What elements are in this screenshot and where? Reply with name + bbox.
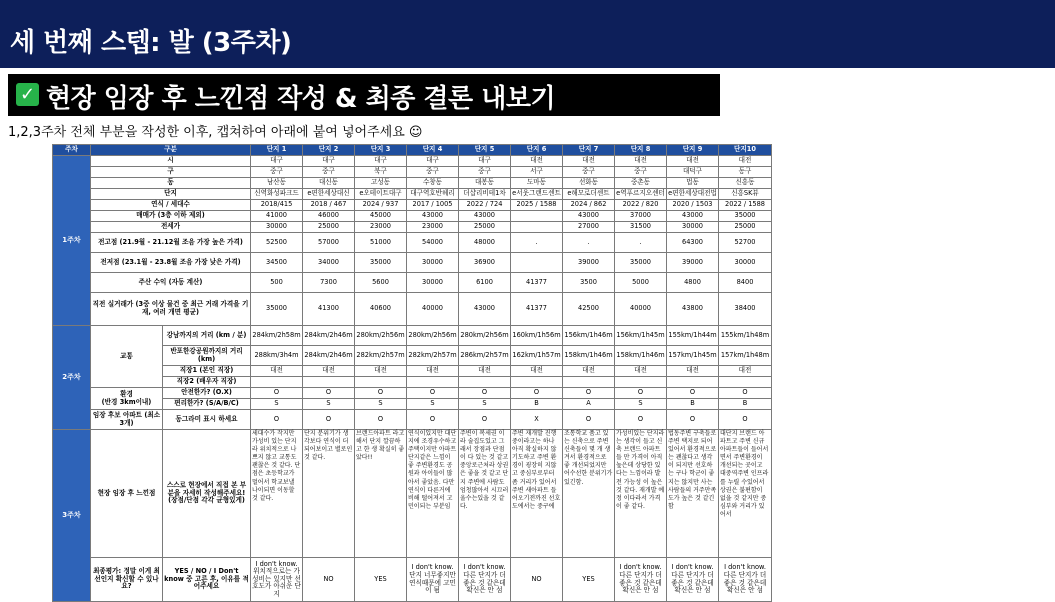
table-cell: 2025 / 1588 (511, 200, 563, 211)
table-cell (511, 222, 563, 233)
table-cell: O (719, 410, 772, 430)
table-cell (407, 377, 459, 388)
table-cell: 23000 (407, 222, 459, 233)
row-label: 동 (91, 178, 251, 189)
table-cell: 대구 (355, 156, 407, 167)
table-cell (615, 377, 667, 388)
table-cell: 64300 (667, 233, 719, 253)
table-cell: 대전 (615, 156, 667, 167)
table-cell: 288km/3h4m (251, 346, 303, 366)
row-label: 구 (91, 167, 251, 178)
table-cell (303, 377, 355, 388)
table-cell: 2024 / 937 (355, 200, 407, 211)
table-cell: 51000 (355, 233, 407, 253)
table-cell: 신흥동 (719, 178, 772, 189)
table-row (53, 233, 772, 253)
table-cell: 36900 (459, 253, 511, 273)
final-cell: I don't know. 다른 단지가 더 좋은 것 같은데 확신은 안 섬 (667, 558, 719, 602)
complex-header: 단지 5 (459, 145, 511, 156)
table-cell: 43000 (459, 293, 511, 326)
impression-cell: 연식이있지만 대단지에 조경우수하고 주택이지만 아파트 단지같은 느낌이 좋 주변환경도 공원과 아이들이 많아서 좋았음. 다만 연식이 다른거에 비해 떨어져서 고민이되는 부분임 (407, 430, 459, 558)
table-cell: 중구 (615, 167, 667, 178)
item-header: 구분 (91, 145, 251, 156)
table-cell: 대전 (563, 366, 615, 377)
group-label (91, 388, 163, 410)
table-cell: 대전 (355, 366, 407, 377)
complex-header: 단지 1 (251, 145, 303, 156)
table-cell: O (355, 388, 407, 399)
impression-cell: 대단지 브랜드 아파트고 주변 신규아파트들이 들어서면서 주변환경이 개선되는 곳이고 대중역주변 인프라를 누릴 수있어서 상권은 불편함이 없을 것 같지만 중심부와 거리가 있어서 (719, 430, 772, 558)
table-cell: 45000 (355, 211, 407, 222)
table-cell: 156km/1h45m (615, 326, 667, 346)
table-cell: O (459, 388, 511, 399)
row-label: 연식 / 세대수 (91, 200, 251, 211)
table-cell: 43000 (563, 211, 615, 222)
table-cell: 대전 (667, 366, 719, 377)
table-cell (459, 377, 511, 388)
table-cell: . (511, 233, 563, 253)
table-row (53, 388, 772, 399)
table-cell: 대구 (303, 156, 355, 167)
row-label: 안전한가? (O.X) (163, 388, 251, 399)
table-cell: 23000 (355, 222, 407, 233)
table-cell: 286km/2h57m (459, 346, 511, 366)
group-label: 교통 (91, 326, 163, 388)
table-row (53, 167, 772, 178)
table-cell: O (459, 410, 511, 430)
week-label: 3주차 (53, 430, 91, 602)
table-cell: 48000 (459, 233, 511, 253)
table-cell: 41000 (251, 211, 303, 222)
table-cell: X (511, 410, 563, 430)
table-cell: 40000 (407, 293, 459, 326)
section-title: 현장 임장 후 느낀점 작성 & 최종 결론 내보기 (46, 84, 556, 114)
header-bar (0, 0, 1055, 68)
table-row (53, 558, 772, 602)
table-cell: 39000 (667, 253, 719, 273)
complex-header: 단지 9 (667, 145, 719, 156)
table-cell: 280km/2h56m (355, 326, 407, 346)
complex-header: 단지10 (719, 145, 772, 156)
table-cell: 157km/1h48m (719, 346, 772, 366)
table-cell: e역푸르지오센터 (615, 189, 667, 200)
complex-header: 단지 6 (511, 145, 563, 156)
table-cell: 대전 (407, 366, 459, 377)
table-row (53, 156, 772, 167)
table-cell: 284km/2h46m (303, 326, 355, 346)
table-row (53, 222, 772, 233)
table-cell: 155km/1h48m (719, 326, 772, 346)
table-cell: 대구 (407, 156, 459, 167)
table-cell: 500 (251, 273, 303, 293)
table-cell: 40600 (355, 293, 407, 326)
week-header: 주차 (53, 145, 91, 156)
table-cell: A (563, 399, 615, 410)
impression-cell: 주변 재개발 진행중이라고는 하나 아직 확실하지 않기도하고 주변 환경이 굉장히 지않고 중심부로부터 좀 거리가 있어서 주변 새아파트 들어오기전까진 선호도에서는 중구에 (511, 430, 563, 558)
row-label: 전저점 (23.1월 - 23.8월 조음 가장 낮은 가격) (91, 253, 251, 273)
table-cell: 더샵리비테1차 (459, 189, 511, 200)
comparison-table-image (52, 144, 771, 598)
table-cell: 중구 (407, 167, 459, 178)
table-cell: 158km/1h46m (563, 346, 615, 366)
table-cell: 43000 (459, 211, 511, 222)
table-cell: 35000 (355, 253, 407, 273)
final-cell: I don't know. 다른 단지가 더 좋은 것 같은데 확신은 안 섬 (719, 558, 772, 602)
table-cell: . (563, 233, 615, 253)
table-cell: 대전 (615, 366, 667, 377)
final-cell: I don't know. 위치적으로는 가성비는 있지만 선호도가 아쉬운 단지 (251, 558, 303, 602)
table-cell: 중구 (303, 167, 355, 178)
impression-cell: 조통학교 품고 있는 신축으로 주변 신축들이 몇 개 생겨서 환경적으로 좋 개선되었지만 어수선한 분위기가있긴함. (563, 430, 615, 558)
table-cell: 8400 (719, 273, 772, 293)
table-cell: B (719, 399, 772, 410)
complex-header: 단지 8 (615, 145, 667, 156)
table-cell: 북구 (355, 167, 407, 178)
group-label: 임장 후보 아파트 (최소 3개) (91, 410, 163, 430)
row-label: 직장2 (배우자 직장) (163, 377, 251, 388)
row-label: 현장 임장 후 느낀점 (91, 430, 163, 558)
final-cell: I don't know. 다른 단지가 더 좋은 것 같은데 확신은 안 섬 (615, 558, 667, 602)
table-cell: 7300 (303, 273, 355, 293)
table-cell: 2024 / 862 (563, 200, 615, 211)
row-label: 최종평가: 정말 이게 최선인지 확신할 수 있나요? (91, 558, 163, 602)
row-label: 전세가 (91, 222, 251, 233)
table-cell: 6100 (459, 273, 511, 293)
week-label: 1주차 (53, 156, 91, 326)
table-cell: 42500 (563, 293, 615, 326)
table-cell: 2022 / 1588 (719, 200, 772, 211)
table-cell: 도마동 (511, 178, 563, 189)
table-cell: 수창동 (407, 178, 459, 189)
table-cell: 43000 (407, 211, 459, 222)
final-cell: YES (563, 558, 615, 602)
table-cell: 41300 (303, 293, 355, 326)
table-cell: e해모로더센트 (563, 189, 615, 200)
complex-header: 단지 7 (563, 145, 615, 156)
table-cell: 46000 (303, 211, 355, 222)
table-cell: 2022 / 820 (615, 200, 667, 211)
final-cell: NO (303, 558, 355, 602)
table-cell: O (511, 388, 563, 399)
table-row (53, 253, 772, 273)
row-guide: 스스로 현장에서 직접 본 부분을 자세히 작성해주세요! (장점/단점 각각 균형있게) (163, 430, 251, 558)
row-label: 편리한가? (S/A/B/C) (163, 399, 251, 410)
table-cell: 2018/415 (251, 200, 303, 211)
env-group-label: 환경 (120, 389, 133, 398)
table-cell: 52700 (719, 233, 772, 253)
table-cell: 284km/2h46m (303, 346, 355, 366)
table-cell: S (459, 399, 511, 410)
table-cell: 158km/1h46m (615, 346, 667, 366)
table-cell: 대봉동 (459, 178, 511, 189)
table-cell: 중촌동 (615, 178, 667, 189)
table-cell: 30000 (667, 222, 719, 233)
table-cell: O (615, 410, 667, 430)
table-cell: 대구 (251, 156, 303, 167)
final-cell: I don't know. 단지 너무좋지만 연식때문에 고민이 됨 (407, 558, 459, 602)
table-cell: 동구 (719, 167, 772, 178)
table-cell: 대전 (719, 366, 772, 377)
table-cell: 대구역호반헤리 (407, 189, 459, 200)
table-cell: 2017 / 1005 (407, 200, 459, 211)
table-cell: O (407, 410, 459, 430)
table-cell: 37000 (615, 211, 667, 222)
table-cell (511, 253, 563, 273)
row-label: 시 (91, 156, 251, 167)
table-cell (511, 211, 563, 222)
table-cell: O (563, 410, 615, 430)
table-cell: 57000 (303, 233, 355, 253)
table-cell: 25000 (459, 222, 511, 233)
table-cell: 대구 (459, 156, 511, 167)
table-cell: O (251, 410, 303, 430)
table-row (53, 410, 772, 430)
table-cell: S (355, 399, 407, 410)
row-label: 동그라미 표시 하세요 (163, 410, 251, 430)
row-label: 전고점 (21.9월 - 21.12월 조음 가장 높은 가격) (91, 233, 251, 253)
comparison-table (52, 144, 772, 602)
table-cell: 43000 (667, 211, 719, 222)
final-cell: YES (355, 558, 407, 602)
table-cell: 대전 (511, 156, 563, 167)
table-row (53, 326, 772, 346)
table-cell: 중구 (563, 167, 615, 178)
table-cell: 신흥SK뷰 (719, 189, 772, 200)
table-cell: S (251, 399, 303, 410)
table-cell: 30000 (719, 253, 772, 273)
row-guide: YES / NO / I Don't know 중 고른 후, 이유를 적어주세요 (163, 558, 251, 602)
table-cell: O (251, 388, 303, 399)
table-cell: 남산동 (251, 178, 303, 189)
table-cell: 35000 (251, 293, 303, 326)
table-cell: O (667, 410, 719, 430)
table-cell: 157km/1h45m (667, 346, 719, 366)
table-cell: e편한세상대신 (303, 189, 355, 200)
page-title: 세 번째 스텝: 발 (3주차) (10, 28, 292, 58)
table-cell: . (615, 233, 667, 253)
table-cell: 282km/2h57m (407, 346, 459, 366)
table-cell: 2020 / 1503 (667, 200, 719, 211)
table-cell: 2018 / 467 (303, 200, 355, 211)
table-cell: O (355, 410, 407, 430)
table-cell: 34500 (251, 253, 303, 273)
table-cell: 4800 (667, 273, 719, 293)
table-cell: 40000 (615, 293, 667, 326)
table-cell: 대전 (719, 156, 772, 167)
table-cell: 41377 (511, 273, 563, 293)
table-cell: O (303, 388, 355, 399)
table-row (53, 178, 772, 189)
table-cell: 160km/1h56m (511, 326, 563, 346)
impression-cell: 가성비있는 단지라는 생각이 들고 신축 브랜드 아파트들 만 가격이 아직 높은데 상당한 있다는 느낌이라 발전 가능성 이 높은 것 같다. 재개발 예정 이다라서 가격이 좋 같다. (615, 430, 667, 558)
table-cell: O (303, 410, 355, 430)
table-cell: S (615, 399, 667, 410)
row-label: 단지 (91, 189, 251, 200)
table-cell: O (407, 388, 459, 399)
instruction-text: 1,2,3주차 전체 부분을 작성한 이후, 캡쳐하여 아래에 붙여 넣어주세요 ☺ (8, 125, 423, 140)
table-cell: 30000 (407, 253, 459, 273)
table-row (53, 430, 772, 558)
table-cell (667, 377, 719, 388)
final-cell: I don't know. 다른 단지가 더 좋은 것 같은데 확신은 안 섬 (459, 558, 511, 602)
table-cell: 43800 (667, 293, 719, 326)
table-cell: e편한세상대전법 (667, 189, 719, 200)
complex-header: 단지 2 (303, 145, 355, 156)
impression-cell: 세대수가 작지만 가성비 있는 단지라 위치적으로 나쁘지 않고 교통도 괜찮은 것 같다. 단점은 초등학교가 멀어서 학교보낼 나이되면 이동할 것 같다. (251, 430, 303, 558)
row-label: 주산 수익 (자동 계산) (91, 273, 251, 293)
table-cell: 34000 (303, 253, 355, 273)
table-cell: O (563, 388, 615, 399)
env-group-sub: (반경 3km이내) (101, 397, 152, 406)
table-cell: 대전 (563, 156, 615, 167)
table-cell: 중구 (459, 167, 511, 178)
table-cell: 282km/2h57m (355, 346, 407, 366)
table-cell: O (615, 388, 667, 399)
table-cell (511, 377, 563, 388)
table-cell (355, 377, 407, 388)
week-label: 2주차 (53, 326, 91, 430)
table-cell (563, 377, 615, 388)
table-cell: 27000 (563, 222, 615, 233)
table-cell: B (511, 399, 563, 410)
table-cell (719, 377, 772, 388)
complex-header: 단지 3 (355, 145, 407, 156)
table-cell: 52500 (251, 233, 303, 253)
table-cell: e오테이트대구 (355, 189, 407, 200)
table-cell: 2022 / 724 (459, 200, 511, 211)
table-cell: 법동 (667, 178, 719, 189)
table-cell: 38400 (719, 293, 772, 326)
table-row (53, 211, 772, 222)
table-cell: 대전 (459, 366, 511, 377)
checkmark-icon: ✓ (16, 83, 39, 106)
table-cell: O (667, 388, 719, 399)
table-cell (251, 377, 303, 388)
table-cell: 155km/1h44m (667, 326, 719, 346)
row-label: 강남까지의 거리 (km / 분) (163, 326, 251, 346)
impression-cell: 법동주변 구축들로 주변 택지로 되어있어서 환경적으로는 괜찮다고 생각이 되지만 선호하는 구나 학군이 좋지는 않지만 사는사람들의 거주만족도가 높은 것 같긴함 (667, 430, 719, 558)
row-label: 반포한강공원까지의 거리 (km) (163, 346, 251, 366)
impression-cell: 주변이 복세권 이라 술집도있고 그래서 장점과 단점이 다 있는 것 같고 중앙로근처라 상권은 좋을 것 같고 단지 주변에 사람도 엄청많아서 시끄러울수는있을 것 같다. (459, 430, 511, 558)
table-cell: B (667, 399, 719, 410)
row-label: 직전 실거래가 (3중 이상 물건 중 최근 거래 가격을 기재, 여러 개면 평균) (91, 293, 251, 326)
table-cell: 41377 (511, 293, 563, 326)
table-cell: 280km/2h56m (459, 326, 511, 346)
table-cell: 156km/1h46m (563, 326, 615, 346)
table-cell: 30000 (251, 222, 303, 233)
table-cell: 대전 (251, 366, 303, 377)
table-cell: 서구 (511, 167, 563, 178)
impression-cell: 브랜드아파트 라고해서 단지 깔끔하고 한 생 확실히 좋았다!! (355, 430, 407, 558)
table-cell: 대전 (303, 366, 355, 377)
table-cell: 대전 (667, 156, 719, 167)
table-cell: 신역화성파크드 (251, 189, 303, 200)
table-cell: 대전 (511, 366, 563, 377)
table-row (53, 273, 772, 293)
table-cell: 31500 (615, 222, 667, 233)
table-cell: S (303, 399, 355, 410)
table-cell: 3500 (563, 273, 615, 293)
table-cell: 284km/2h58m (251, 326, 303, 346)
table-cell: 54000 (407, 233, 459, 253)
table-cell: 5600 (355, 273, 407, 293)
table-cell: 39000 (563, 253, 615, 273)
table-cell: S (407, 399, 459, 410)
table-cell: 35000 (719, 211, 772, 222)
table-cell: 162km/1h57m (511, 346, 563, 366)
impression-cell: 단지 분위기가 생각보다 연식이 더 되어보이고 별로인것 같다. (303, 430, 355, 558)
table-cell: 25000 (719, 222, 772, 233)
table-cell: e서웃그랜드센트 (511, 189, 563, 200)
section-banner (8, 74, 720, 116)
row-label: 직장1 (본인 직장) (163, 366, 251, 377)
complex-header: 단지 4 (407, 145, 459, 156)
table-cell: 대신동 (303, 178, 355, 189)
table-cell: 선화동 (563, 178, 615, 189)
table-cell: 고성동 (355, 178, 407, 189)
table-row (53, 189, 772, 200)
table-cell: 280km/2h56m (407, 326, 459, 346)
table-cell: 5000 (615, 273, 667, 293)
row-label: 매매가 (3층 이하 제외) (91, 211, 251, 222)
table-row (53, 200, 772, 211)
table-cell: 대덕구 (667, 167, 719, 178)
final-cell: NO (511, 558, 563, 602)
table-cell: O (719, 388, 772, 399)
table-cell: 35000 (615, 253, 667, 273)
table-cell: 중구 (251, 167, 303, 178)
table-row (53, 293, 772, 326)
table-cell: 25000 (303, 222, 355, 233)
table-cell: 30000 (407, 273, 459, 293)
